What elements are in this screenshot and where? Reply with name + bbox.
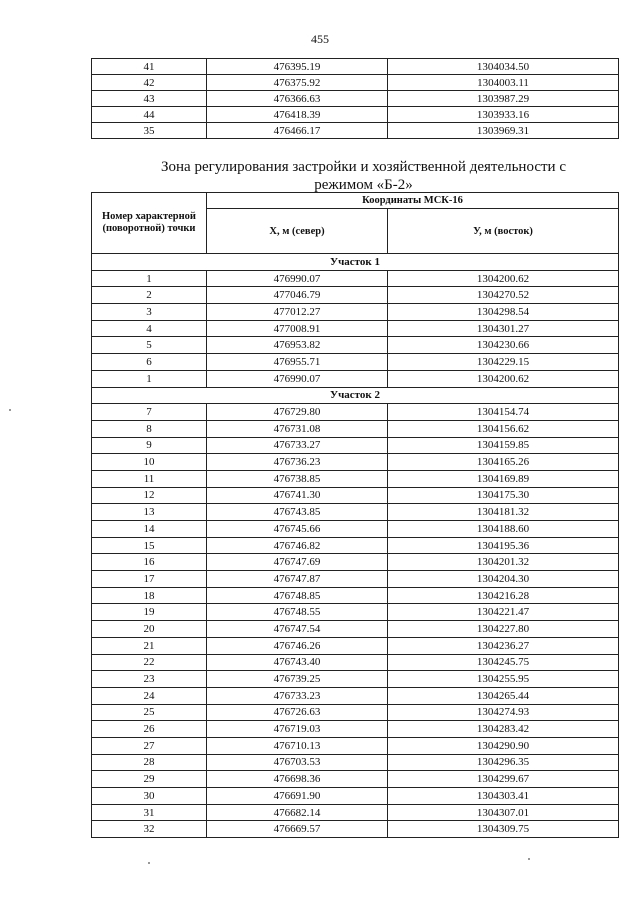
cell-x: 476743.85 bbox=[207, 504, 388, 521]
cell-x: 476703.53 bbox=[207, 754, 388, 771]
cell-x: 476748.85 bbox=[207, 587, 388, 604]
header-point-number: Номер характерной (поворотной) точки bbox=[92, 193, 207, 254]
cell-point-number: 8 bbox=[92, 420, 207, 437]
zone-title-line1: Зона регулирования застройки и хозяйственной деятельности с bbox=[161, 159, 566, 175]
table-row bbox=[92, 788, 619, 805]
header-coordinates: Координаты МСК-16 bbox=[207, 193, 619, 209]
cell-x: 476739.25 bbox=[207, 671, 388, 688]
cell-x: 476698.36 bbox=[207, 771, 388, 788]
cell-y: 1304181.32 bbox=[388, 504, 619, 521]
table-row bbox=[92, 504, 619, 521]
table-row bbox=[92, 454, 619, 471]
cell-point-number: 44 bbox=[92, 107, 207, 123]
cell-x: 476366.63 bbox=[207, 91, 388, 107]
cell-x: 476719.03 bbox=[207, 721, 388, 738]
cell-point-number: 2 bbox=[92, 287, 207, 304]
cell-point-number: 32 bbox=[92, 821, 207, 838]
cell-x: 477012.27 bbox=[207, 304, 388, 321]
cell-x: 476955.71 bbox=[207, 354, 388, 371]
table-row bbox=[92, 470, 619, 487]
cell-point-number: 9 bbox=[92, 437, 207, 454]
cell-y: 1304298.54 bbox=[388, 304, 619, 321]
cell-x: 476466.17 bbox=[207, 123, 388, 139]
cell-y: 1303969.31 bbox=[388, 123, 619, 139]
table-row bbox=[92, 437, 619, 454]
cell-y: 1303933.16 bbox=[388, 107, 619, 123]
table-row bbox=[92, 304, 619, 321]
cell-y: 1304165.26 bbox=[388, 454, 619, 471]
cell-x: 476375.92 bbox=[207, 75, 388, 91]
cell-x: 477008.91 bbox=[207, 320, 388, 337]
cell-y: 1304169.89 bbox=[388, 470, 619, 487]
header-x: Х, м (север) bbox=[207, 209, 388, 254]
cell-x: 476741.30 bbox=[207, 487, 388, 504]
table-row bbox=[92, 75, 619, 91]
cell-x: 476731.08 bbox=[207, 420, 388, 437]
cell-y: 1304204.30 bbox=[388, 571, 619, 588]
cell-point-number: 27 bbox=[92, 737, 207, 754]
cell-y: 1304227.80 bbox=[388, 621, 619, 638]
cell-x: 476726.63 bbox=[207, 704, 388, 721]
cell-y: 1304154.74 bbox=[388, 404, 619, 421]
cell-point-number: 21 bbox=[92, 637, 207, 654]
cell-x: 476990.07 bbox=[207, 270, 388, 287]
cell-point-number: 25 bbox=[92, 704, 207, 721]
cell-point-number: 20 bbox=[92, 621, 207, 638]
cell-point-number: 16 bbox=[92, 554, 207, 571]
cell-y: 1304265.44 bbox=[388, 687, 619, 704]
cell-x: 476747.87 bbox=[207, 571, 388, 588]
top-coordinates-table bbox=[91, 58, 619, 139]
cell-y: 1304299.67 bbox=[388, 771, 619, 788]
cell-x: 476691.90 bbox=[207, 788, 388, 805]
cell-x: 476747.69 bbox=[207, 554, 388, 571]
cell-x: 476747.54 bbox=[207, 621, 388, 638]
zone-title bbox=[91, 158, 636, 194]
table-row bbox=[92, 621, 619, 638]
cell-x: 476990.07 bbox=[207, 370, 388, 387]
cell-point-number: 1 bbox=[92, 370, 207, 387]
section-row bbox=[92, 254, 619, 271]
table-row bbox=[92, 737, 619, 754]
cell-y: 1304034.50 bbox=[388, 59, 619, 75]
table-row bbox=[92, 687, 619, 704]
table-row bbox=[92, 370, 619, 387]
table-row bbox=[92, 420, 619, 437]
cell-y: 1304175.30 bbox=[388, 487, 619, 504]
cell-x: 476738.85 bbox=[207, 470, 388, 487]
cell-point-number: 23 bbox=[92, 671, 207, 688]
cell-y: 1304195.36 bbox=[388, 537, 619, 554]
cell-y: 1304303.41 bbox=[388, 788, 619, 805]
header-y: У, м (восток) bbox=[388, 209, 619, 254]
table-row bbox=[92, 721, 619, 738]
cell-point-number: 31 bbox=[92, 804, 207, 821]
cell-y: 1304290.90 bbox=[388, 737, 619, 754]
cell-point-number: 26 bbox=[92, 721, 207, 738]
cell-point-number: 6 bbox=[92, 354, 207, 371]
scan-speck bbox=[9, 409, 11, 411]
cell-y: 1304188.60 bbox=[388, 521, 619, 538]
cell-point-number: 30 bbox=[92, 788, 207, 805]
cell-y: 1304159.85 bbox=[388, 437, 619, 454]
cell-x: 476746.26 bbox=[207, 637, 388, 654]
section-row bbox=[92, 387, 619, 404]
cell-point-number: 29 bbox=[92, 771, 207, 788]
table-row bbox=[92, 521, 619, 538]
cell-point-number: 19 bbox=[92, 604, 207, 621]
table-row bbox=[92, 91, 619, 107]
page-number: 455 bbox=[311, 32, 329, 46]
cell-y: 1304236.27 bbox=[388, 637, 619, 654]
table-row bbox=[92, 354, 619, 371]
cell-point-number: 3 bbox=[92, 304, 207, 321]
cell-y: 1304230.66 bbox=[388, 337, 619, 354]
cell-y: 1304200.62 bbox=[388, 270, 619, 287]
cell-point-number: 13 bbox=[92, 504, 207, 521]
section-title: Участок 2 bbox=[92, 387, 619, 404]
table-row bbox=[92, 107, 619, 123]
cell-point-number: 22 bbox=[92, 654, 207, 671]
cell-point-number: 1 bbox=[92, 270, 207, 287]
table-row bbox=[92, 754, 619, 771]
cell-y: 1304003.11 bbox=[388, 75, 619, 91]
cell-y: 1304301.27 bbox=[388, 320, 619, 337]
cell-point-number: 18 bbox=[92, 587, 207, 604]
cell-x: 476710.13 bbox=[207, 737, 388, 754]
table-row bbox=[92, 404, 619, 421]
table-row bbox=[92, 537, 619, 554]
cell-point-number: 35 bbox=[92, 123, 207, 139]
table-row bbox=[92, 637, 619, 654]
table-row bbox=[92, 654, 619, 671]
cell-y: 1304270.52 bbox=[388, 287, 619, 304]
cell-y: 1304201.32 bbox=[388, 554, 619, 571]
table-row bbox=[92, 604, 619, 621]
section-title: Участок 1 bbox=[92, 254, 619, 271]
cell-x: 476669.57 bbox=[207, 821, 388, 838]
cell-x: 476736.23 bbox=[207, 454, 388, 471]
table-row bbox=[92, 554, 619, 571]
cell-y: 1304245.75 bbox=[388, 654, 619, 671]
zone-title-line2: режимом «Б-2» bbox=[314, 177, 413, 193]
scan-speck bbox=[148, 862, 150, 864]
cell-point-number: 41 bbox=[92, 59, 207, 75]
table-row bbox=[92, 487, 619, 504]
cell-x: 476418.39 bbox=[207, 107, 388, 123]
table-row bbox=[92, 671, 619, 688]
table-row bbox=[92, 804, 619, 821]
cell-y: 1304255.95 bbox=[388, 671, 619, 688]
cell-y: 1304283.42 bbox=[388, 721, 619, 738]
table-row bbox=[92, 287, 619, 304]
cell-x: 476733.23 bbox=[207, 687, 388, 704]
cell-point-number: 7 bbox=[92, 404, 207, 421]
table-row bbox=[92, 123, 619, 139]
cell-point-number: 42 bbox=[92, 75, 207, 91]
cell-point-number: 14 bbox=[92, 521, 207, 538]
cell-point-number: 5 bbox=[92, 337, 207, 354]
cell-x: 476748.55 bbox=[207, 604, 388, 621]
table-row bbox=[92, 821, 619, 838]
cell-y: 1304229.15 bbox=[388, 354, 619, 371]
zone-coordinates-table bbox=[91, 192, 619, 838]
cell-point-number: 12 bbox=[92, 487, 207, 504]
cell-point-number: 17 bbox=[92, 571, 207, 588]
cell-point-number: 24 bbox=[92, 687, 207, 704]
table-row bbox=[92, 704, 619, 721]
cell-point-number: 10 bbox=[92, 454, 207, 471]
cell-x: 476743.40 bbox=[207, 654, 388, 671]
cell-point-number: 43 bbox=[92, 91, 207, 107]
table-row bbox=[92, 771, 619, 788]
cell-y: 1304296.35 bbox=[388, 754, 619, 771]
cell-y: 1304309.75 bbox=[388, 821, 619, 838]
cell-x: 476746.82 bbox=[207, 537, 388, 554]
cell-point-number: 28 bbox=[92, 754, 207, 771]
cell-y: 1304156.62 bbox=[388, 420, 619, 437]
cell-x: 476745.66 bbox=[207, 521, 388, 538]
cell-y: 1304200.62 bbox=[388, 370, 619, 387]
scan-speck bbox=[528, 858, 530, 860]
table-row bbox=[92, 337, 619, 354]
table-row bbox=[92, 320, 619, 337]
table-row bbox=[92, 587, 619, 604]
cell-x: 476729.80 bbox=[207, 404, 388, 421]
table-row bbox=[92, 571, 619, 588]
cell-x: 477046.79 bbox=[207, 287, 388, 304]
cell-point-number: 15 bbox=[92, 537, 207, 554]
cell-y: 1304274.93 bbox=[388, 704, 619, 721]
cell-x: 476682.14 bbox=[207, 804, 388, 821]
cell-point-number: 4 bbox=[92, 320, 207, 337]
cell-point-number: 11 bbox=[92, 470, 207, 487]
cell-y: 1304216.28 bbox=[388, 587, 619, 604]
cell-y: 1303987.29 bbox=[388, 91, 619, 107]
cell-x: 476953.82 bbox=[207, 337, 388, 354]
cell-x: 476733.27 bbox=[207, 437, 388, 454]
cell-x: 476395.19 bbox=[207, 59, 388, 75]
cell-y: 1304307.01 bbox=[388, 804, 619, 821]
table-row bbox=[92, 59, 619, 75]
cell-y: 1304221.47 bbox=[388, 604, 619, 621]
table-row bbox=[92, 270, 619, 287]
